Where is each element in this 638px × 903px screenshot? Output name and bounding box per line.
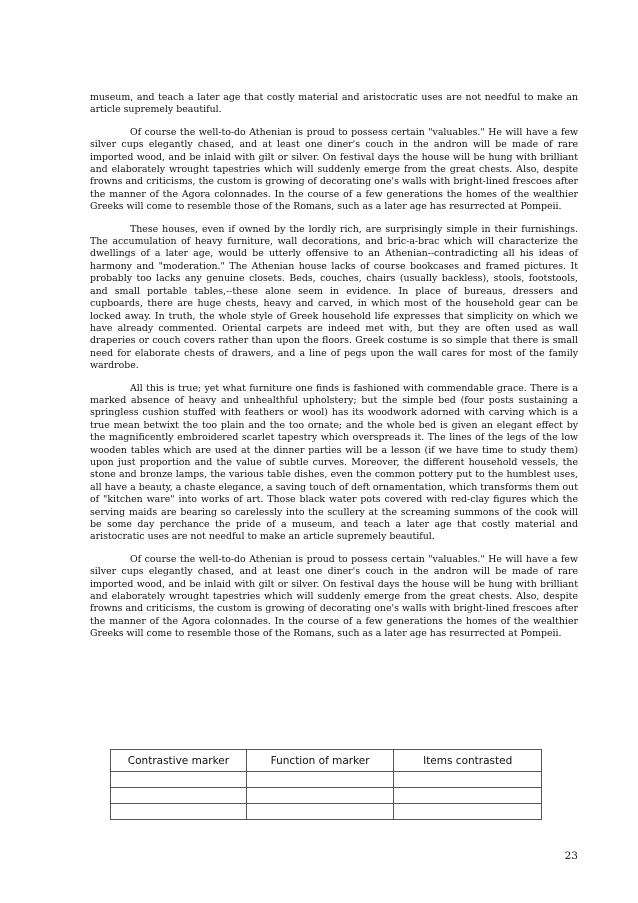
paragraph-5: Of course the well-to-do Athenian is proud to possess certain "valuables." He will have a few silver cups elegantly chased, and at least one diner's couch in the andron will be made of rare imported wood, and be inlaid with gilt or silver. On festival days the house will be hung with brilliant and elaborately wrought tapestries which will suddenly emerge from the great chests. Also, despite frowns and criticisms, the custom is growing of decorating one's walls with bright-lined frescoes after the manner of the Agora colonnades. In the course of a few generations the homes of the wealthier Greeks will come to resemble those of the Romans, such as a later age has resurrected at Pompeii.	[90, 553, 578, 640]
contrastive-marker-table	[110, 749, 542, 820]
paragraph-2: Of course the well-to-do Athenian is proud to possess certain "valuables." He will have a few silver cups elegantly chased, and at least one diner's couch in the andron will be made of rare imported wood, and be inlaid with gilt or silver. On festival days the house will be hung with brilliant and elaborately wrought tapestries which will suddenly emerge from the great chests. Also, despite frowns and criticisms, the custom is growing of decorating one's walls with bright-lined frescoes after the manner of the Agora colonnades. In the course of a few generations the homes of the wealthier Greeks will come to resemble those of the Romans, such as a later age has resurrected at Pompeii.	[90, 126, 578, 213]
table-cell[interactable]	[394, 772, 542, 788]
table-header-row	[111, 750, 542, 772]
page-number: 23	[564, 850, 578, 862]
paragraph-4: All this is true; yet what furniture one finds is fashioned with commendable grace. There is a marked absence of heavy and unhealthful upholstery; but the simple bed (four posts sustaining a springless cushion stuffed with feathers or wool) has its woodwork adorned with carving which is a true mean betwixt the too plain and the too ornate; and the whole bed is given an elegant effect by the magnificently embroidered scarlet tapestry which overspreads it. The lines of the legs of the low wooden tables which are used at the dinner parties will be a lesson (if we have time to study them) upon just proportion and the value of subtle curves. Moreover, the different household vessels, the stone and bronze lamps, the various table dishes, even the common pottery put to the humblest uses, all have a beauty, a chaste elegance, a saving touch of deft ornamentation, which transforms them out of "kitchen ware" into works of art. Those black water pots covered with red-clay figures which the serving maids are bearing so carelessly into the scullery at the screaming summons of the cook will be some day perchance the pride of a museum, and teach a later age that costly material and aristocratic uses are not needful to make an article supremely beautiful.	[90, 382, 578, 543]
table-cell[interactable]	[394, 788, 542, 804]
header-function-of-marker: Function of marker	[246, 750, 393, 772]
table-row	[111, 772, 542, 788]
table-row	[111, 788, 542, 804]
table-cell[interactable]	[111, 788, 247, 804]
table-cell[interactable]	[246, 804, 393, 820]
header-items-contrasted: Items contrasted	[394, 750, 542, 772]
paragraph-3: These houses, even if owned by the lordly rich, are surprisingly simple in their furnishings. The accumulation of heavy furniture, wall decorations, and bric-a-brac which will characterize the dwellings of a later age, would be utterly offensive to an Athenian--contradicting all his ideas of harmony and "moderation." The Athenian house lacks of course bookcases and framed pictures. It probably too lacks any genuine closets. Beds, couches, chairs (usually backless), stools, footstools, and small portable tables,--these alone seem in evidence. In place of bureaus, dressers and cupboards, there are huge chests, heavy and carved, in which most of the household gear can be locked away. In truth, the whole style of Greek household life expresses that simplicity on which we have already commented. Oriental carpets are indeed met with, but they are often used as wall draperies or couch covers rather than upon the floors. Greek costume is so simple that there is small need for elaborate chests of drawers, and a line of pegs upon the wall cares for most of the family wardrobe.	[90, 223, 578, 372]
paragraph-1: museum, and teach a later age that costly material and aristocratic uses are not needful to make an article supremely beautiful.	[90, 92, 578, 116]
table-cell[interactable]	[111, 804, 247, 820]
table-cell[interactable]	[394, 804, 542, 820]
table-cell[interactable]	[246, 772, 393, 788]
header-contrastive-marker: Contrastive marker	[111, 750, 247, 772]
table-row	[111, 804, 542, 820]
table-cell[interactable]	[111, 772, 247, 788]
table-cell[interactable]	[246, 788, 393, 804]
body-text	[90, 92, 578, 651]
